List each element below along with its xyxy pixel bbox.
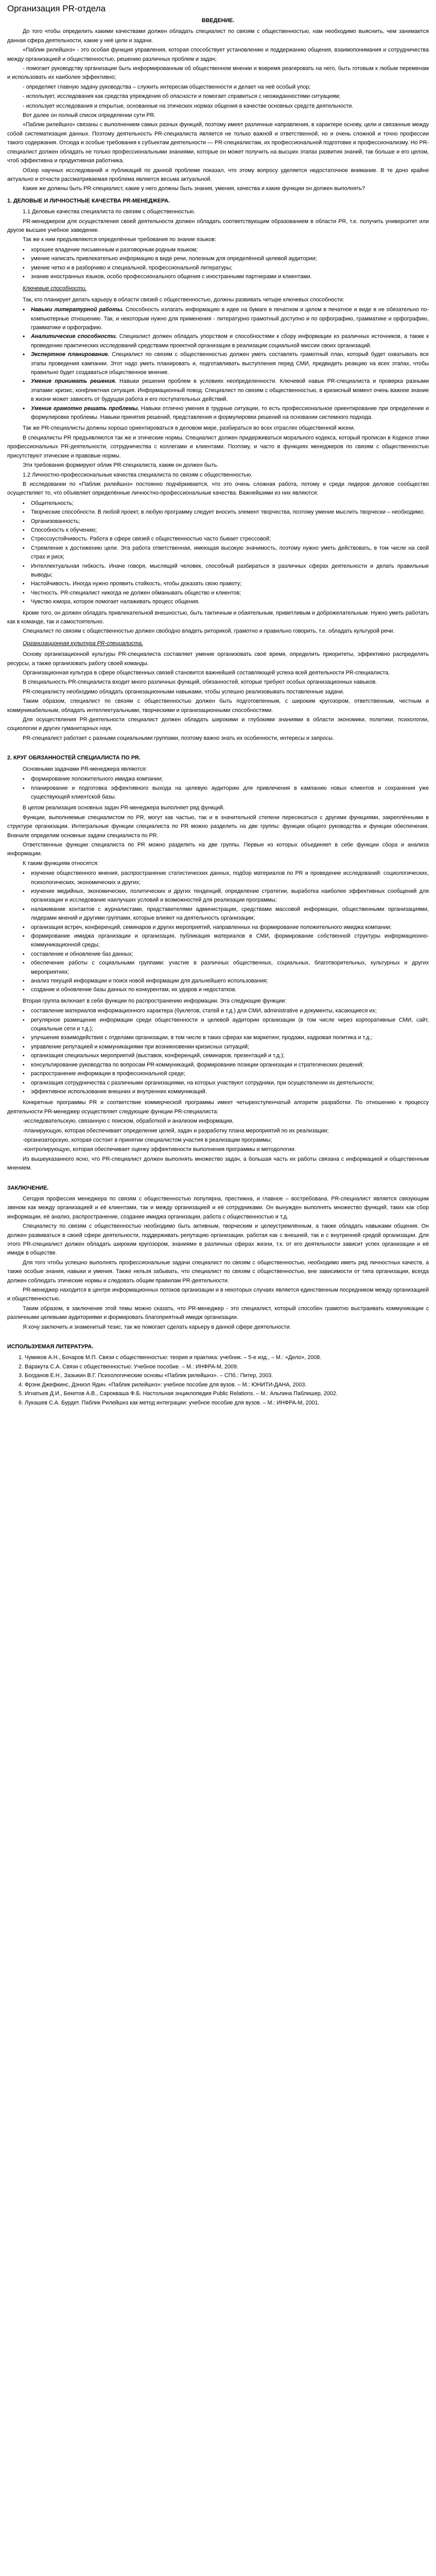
key-ability-item — [31, 332, 429, 350]
group1-intro: К таким функциям относятся: — [23, 860, 99, 867]
functions-group1-list — [7, 869, 429, 995]
intro-heading: ВВЕДЕНИЕ. — [201, 18, 235, 24]
reference-item: 2. Варакута С.А. Связи с общественностью: Учебное пособие. – М.: ИНФРА-М, 2009. — [25, 1363, 429, 1371]
body-paragraph: PR-специалист работает с разными социальными группами, поэтому важно знать их особенности, интересы и запросы. — [23, 735, 335, 741]
conclusion-paragraph: Я хочу заключить и знаменитый тезис, так же помогает сделать карьеру в данной сфере деятельности. — [23, 1324, 291, 1330]
key-abilities-outro: Так же PR-специалисты должны хорошо ориентироваться в деловом мире, разбираться во всех отраслях общественной жизни. — [23, 425, 355, 432]
list-item: ▪ Стрессоустойчивость. Работа в сфере связей с общественностью часто бывает стрессовой; — [31, 535, 429, 544]
section1-ethics — [7, 434, 429, 470]
intro-body — [7, 27, 429, 193]
reference-item: 4. Фрэнк Джефкинс, Дэниэл Ядин. «Паблик рилейшнз»: учебное пособие для вузов. – М.: ЮНИТИ-ДАНА, 2003. — [25, 1381, 429, 1389]
list-item: ▪ Организованность; — [31, 517, 429, 526]
list-item: ▪ обеспечение работы с социальными группами: участие в различных общественных, социальных, благотворительных, культурных и других мероприятиях; — [31, 959, 429, 977]
key-ability-item — [31, 404, 429, 422]
body-paragraph: -исследовательскую, связанную с поиском, обработкой и анализом информации, — [23, 1118, 234, 1125]
list-item: ▪ знание иностранных языков, особо профессионального общения с иностранными партнерами и клиентами. — [31, 273, 429, 281]
list-item: ▪ Способность к обучению; — [31, 526, 429, 535]
body-paragraph: Для осуществления PR-деятельности специалист должен обладать широкими и глубокими знаниями в области экономики, политики, психологии, социологии и других гуманитарных наук. — [7, 717, 429, 732]
list-item: ▪ Чувство юмора, которое помогает налаживать процесс общения. — [31, 598, 429, 606]
functions-group2-list — [7, 1007, 429, 1096]
list-item: ▪ анализ текущей информации и поиск новой информации для дальнейшего использования; — [31, 977, 429, 986]
conclusion-body — [7, 1195, 429, 1332]
main-tasks-list — [7, 775, 429, 802]
key-ability-text: Навыки отлично умения в трудные ситуации, то есть профессиональное ориентирование при определении и формулировке проблемы. Навыки принятия решений, представления и формулировки решений на основании системного подхода. — [31, 405, 429, 421]
intro-paragraph: - использует, исследования как средства упреждения об опасности и помогает справиться с неожиданностями ситуациям; — [23, 93, 341, 100]
list-item: ▪ создание и обновление базы данных по конкурентам, их ударов и недостатков. — [31, 986, 429, 994]
section1-heading: 1. ДЕЛОВЫЕ И ЛИЧНОСТНЫЕ КАЧЕСТВА PR-МЕНЕДЖЕРА. — [7, 197, 170, 204]
key-ability-title: Аналитические способности. — [31, 333, 117, 340]
key-abilities-list — [7, 306, 429, 422]
intro-paragraph: - помогает руководству организации быть информированным об общественном мнении и вовремя реагировать на него, быть готовым к любым переменам и использовать их наиболее эффективно; — [7, 65, 429, 81]
list-item: ▪ Настойчивость. Иногда нужно проявить стойкость, чтобы доказать свою правоту; — [31, 580, 429, 588]
intro-paragraph: - использует исследования и открытые, основанные на этических нормах общения в качестве основных средств деятельности. — [23, 103, 354, 109]
body-paragraph: Конкретные программы PR и соответствие коммерческой программы имеет четырехступенчатый алгоритм разработки. По отношению к процессу деятельности PR-менеджер осуществляет следующие функции PR-специалиста: — [7, 1099, 429, 1115]
conclusion-paragraph: Специалисту по связям с общественностью необходимо быть активным, творческим и целеустремлённым, а также обладать навыками общения. Он должен развиваться в своей сфере деятельности, поддерживать репутацию организации, работая как с внешней, так и с внутренней средой организации. Для этого PR-специалист должен обладать широким кругозором, знаниями в различных сферах жизни, т.к. от его деятельности зависит успех организации и её имидж в обществе. — [7, 1223, 429, 1257]
language-requirements-list — [7, 246, 429, 282]
key-ability-text: Навыки решения проблем в условиях неопределенности. Ключевой навык PR-специалиста и проверка разными этапами: кризис, конфликтная ситуация. Информационный повод. Специалист по связям с общественностью, в кризисный момент очень важное знание в жизни может зависеть от будущая работа и его поступательных действий. — [31, 378, 429, 403]
key-ability-title: Умение грамотно решать проблемы. — [31, 405, 139, 412]
tasks-outro: В целом реализация основных задач PR-менеджера выполняет ряд функций. — [23, 805, 225, 811]
list-item: ▪ изучение общественного мнения, распространение статистических данных, подбор материалов по PR и проведение исследований: социологических, психологических, экономических и других; — [31, 869, 429, 887]
body-paragraph: Специалист по связям с общественностью должен свободно владеть риторикой, грамотно и правильно говорить, т.е. обладать культурой речи. — [23, 628, 395, 635]
body-paragraph: Так же к ним предъявляются определённые требования по знание языков: — [23, 236, 216, 243]
key-ability-title: Навыки литературной работы. — [31, 307, 124, 313]
body-paragraph: -организаторскую, которая состоит в принятии специалистом участия в реализации программы; — [23, 1137, 272, 1143]
body-paragraph: Организационная культура в сфере общественных связей становится важнейшей составляющей успеха всей деятельности PR-специалиста. — [23, 670, 390, 676]
references-list — [7, 1353, 429, 1407]
body-paragraph: -контролирующую, которая обеспечивает оценку эффективности выполнения программы и методологии. — [23, 1146, 296, 1153]
program-paragraphs — [7, 1098, 429, 1173]
qualities-list — [7, 499, 429, 607]
reference-item: 3. Богданов Е.Н., Зазыкин В.Г. Психологические основы «Паблик рилейшнз». – СПб.: Питер, 2003. — [25, 1371, 429, 1380]
references-heading: ИСПОЛЬЗУЕМАЯ ЛИТЕРАТУРА. — [7, 1344, 94, 1350]
conclusion-paragraph: Для того чтобы успешно выполнять профессиональные задачи специалист по связям с общественностью, необходимо иметь ряд личностных качеств, а также особые знания, навыки и умения. Также нельзя забывать, что специалист по связям с общественностью, вне зависимости от типа организации, всегда должен соблюдать этические нормы и следовать общим правилам PR-деятельности. — [7, 1259, 429, 1284]
intro-paragraph: Обзор научных исследований и публикаций по данной проблеме показал, что этому вопросу уделяется недостаточное внимание. В те доно крайне актуально и отчасти рассматриваемая проблема является весьма актуальной. — [7, 167, 429, 182]
key-ability-text: Способность излагать информацию в идее на бумаге в печатном и целом в печатное и виде в не обязательно по-компьютерные отношению. Так, и некоторым нужно для применения - литературно грамотный доступно и по орфографию, грамматике и орфографию, грамматике и орфографию. — [31, 307, 429, 331]
key-ability-text: Специалист должен обладать упорством и способностями к сбору информации из различных источников, а также к проведению практических исследований средствами проектной организации в реализации социальной миссии своих организаций. — [31, 333, 429, 349]
body-paragraph: Из вышеуказанного ясно, что PR-специалист должен выполнять множество задач, а большая часть их работы связана с информацией и общественным мнением. — [7, 1156, 429, 1172]
body-paragraph: Кроме того, он должен обладать привлекательной внешностью, быть тактичным и обаятельным, приветливым и доброжелательным. Нужно уметь работать как в команде, так и самостоятельно. — [7, 609, 429, 625]
key-ability-item — [31, 306, 429, 332]
group2-intro: Вторая группа включает в себя функции по распространению информации. Эта следующие функции: — [23, 997, 287, 1004]
list-item: ▪ умение написать привлекательно информацию в виде речи, полезным для определённой целевой аудитории; — [31, 255, 429, 263]
key-ability-title: Экспертное планирование. — [31, 351, 110, 358]
reference-item: 5. Игнатьев Д.И., Бекетов А.В., Сарокваша Ф.Б. Настольная энциклопедия Public Relations. – М.: Альпина Паблишер, 2002. — [25, 1389, 429, 1398]
functions-intro2: Ответственные функции специалиста по PR можно разделить на две группы. Первые из которых объединяет в себе функции сбора и анализа информации. — [7, 841, 429, 857]
intro-paragraph: - определяет главную задачу руководства – служить интересам общественности и делает на неё особый упор; — [23, 83, 311, 90]
list-item: ▪ изучение медийных, экономических, политических и других тенденций, определение стратегии, выработка наиболее эффективных сообщений для организации и исследование наилучших условий и возможностей для реализации программы; — [31, 887, 429, 905]
list-item: ▪ формирование имиджа организации и организация, публикация материалов в СМИ, формирование собственной структуры информационно-коммуникационной среды; — [31, 932, 429, 950]
list-item: ▪ Творческие способности. В любой проект, в любую программу следует вносить элемент творчества, поэтому умение мыслить творчески – необходимо; — [31, 508, 429, 517]
list-item: ▪ регулярное размещение информации среди общественности и целевой аудитории организации (в том числе через корпоративные СМИ, сайт, социальные сети и т.д.); — [31, 1016, 429, 1034]
list-item: ▪ составление и обновление баз данных; — [31, 950, 429, 959]
key-abilities-intro: Так, кто планирует делать карьеру в области связей с общественностью, должны развивать четыре ключевых способности: — [23, 296, 344, 303]
list-item: ▪ Интеллектуальная гибкость. Иначе говоря, мыслящий человек, способный разбираться в различных сферах деятельности и делать правильные выводы; — [31, 562, 429, 580]
org-culture-heading: Организационная культура PR-специалиста. — [23, 640, 143, 647]
conclusion-heading: ЗАКЛЮЧЕНИЕ. — [7, 1184, 49, 1191]
body-paragraph: Эти требования формируют облик PR-специалиста, каким он должен быть. — [23, 462, 219, 469]
body-paragraph: Таким образом, специалист по связям с общественностью должен быть подготовленным, с широким кругозором, ответственным, честным и коммуникабельным, обладать интеллектуальными, творческими и организационными способностями. — [7, 698, 429, 714]
list-item: ▪ организация специальных мероприятий (выставок, конференций, семинаров, презентаций и т.д.); — [31, 1052, 429, 1060]
functions-intro: Функции, выполняемые специалистом по PR, могут как частью, так и в значительной степени пересекаться с другими функциями, закреплёнными в структуре организации. Интегральные функции специалиста по PR можно разделить на две группы: функции общего руководства и функции обеспечения. Вначале определим основные задачи специалиста по PR. — [7, 814, 429, 839]
section1-sub1-body — [7, 217, 429, 245]
section2-heading: 2. КРУГ ОБЯЗАННОСТЕЙ СПЕЦИАЛИСТА ПО PR. — [7, 755, 141, 761]
body-paragraph: В специалисты PR предъявляются так же и этические нормы. Специалист должен придерживаться морального кодекса, который прописан в Кодексе этики профессиональных PR-деятельности, сотрудничества с коллегами и клиентами. Поэтому, и часто в функциях менеджеров по связям с общественностью присутствуют этические и правовые нормы. — [7, 434, 429, 459]
list-item: ▪ улучшение взаимодействия с отделами организации, в том числе в таких сферах как маркетинг, продажи, кадровая политика и т.д.; — [31, 1033, 429, 1042]
key-abilities-heading: Ключевые способности. — [23, 285, 87, 292]
section2-subheading: Основными задачами PR-менеджера являются: — [23, 766, 147, 772]
list-item: ▪ организация встреч, конференций, семинаров и других мероприятий, направленных на формирование положительного имиджа компании; — [31, 923, 429, 932]
list-item: ▪ планирование и подготовка эффективного выхода на целевую аудиторию для привлечения в кампанию новых клиентов и сохранения уже существующей клиентской базы. — [31, 784, 429, 802]
list-item: ▪ управление репутацией и коммуникациями при возникновении кризисных ситуаций; — [31, 1043, 429, 1052]
key-ability-text: Специалист по связям с общественностью должен уметь составлять грамотный план, который будет охватывать все этапы проведения кампании. Этот надо уметь планировать и, подготавливать выступления перед СМИ, предвидеть реакцию на всех этапах, чтобы правильно будет создаваться общественное мнение. — [31, 351, 429, 376]
list-item: ▪ Общительность; — [31, 499, 429, 508]
body-paragraph: PR-менеджером для осуществления своей деятельности должен обладать соответствующим образованием в области PR, т.е. получить университет или другое высшее учебное заведение. — [7, 218, 429, 233]
body-paragraph: -планирующую, которая обеспечивает определение целей, задач и разработку плана мероприятий по их реализации; — [23, 1127, 329, 1134]
list-item: ▪ формирование положительного имиджа компании; — [31, 775, 429, 784]
org-culture-extra — [7, 716, 429, 743]
reference-item: 1. Чумиков А.Н., Бочаров М.П. Связи с общественностью: теория и практика: учебник. – 5-е изд., – М.: «Дело», 2008. — [25, 1353, 429, 1362]
list-item: ▪ умение четко и в разборчиво и специальной, профессиональной литературы; — [31, 264, 429, 273]
intro-paragraph: Какие же должны быть PR-специалист, какие у него должны быть знания, умения, качества и какие функции он должен выполнять? — [23, 185, 365, 192]
body-paragraph: Основу организационной культуры PR-специалиста составляет умение организовать своё время, определить приоритеты, эффективно распределять ресурсы, а также организовать работу своей команды. — [7, 651, 429, 667]
list-item: ▪ распространение информации в профессиональной среде; — [31, 1070, 429, 1078]
reference-item: 6. Лукашев С.А. Бурдет. Паблик Рилейшнз как метод интеграции: учебное пособие для вузов. – М.: ИНФРА-М, 2001. — [25, 1399, 429, 1408]
section1-sub1: 1.1 Деловые качества специалиста по связям с общественностью. — [23, 209, 196, 215]
conclusion-paragraph: Таким образом, в заключение этой темы можно сказать, что PR-менеджер - это специалист, который способен грамотно выстраивать коммуникации с различными целевыми аудиториями и формировать благоприятный имидж организации. — [7, 1305, 429, 1321]
section1-sub2-body — [7, 480, 429, 498]
key-ability-item — [31, 350, 429, 377]
section1-after-qualities — [7, 609, 429, 636]
key-ability-item — [31, 377, 429, 404]
list-item: ▪ хорошее владение письменным и разговорным родным языком; — [31, 246, 429, 255]
intro-paragraph: «Паблик рилейшнз» - это особая функция управления, которая способствует установлению и поддержанию общения, взаимопонимания и сотрудничества между организацией и общественностью, решению различных проблем и задач; — [7, 47, 429, 62]
key-ability-title: Умение принимать решения. — [31, 378, 116, 385]
body-paragraph: PR-специалисту необходимо обладать организационными навыками, чтобы успешно реализовывать поставленные задачи. — [23, 688, 344, 695]
list-item: ▪ организация сотрудничества с различными организациями, на которых участвуют сотрудники, при осуществлении их деятельности; — [31, 1079, 429, 1088]
intro-paragraph: До того чтобы определить какими качествами должен обладать специалист по связям с общественностью, нам необходимо выяснить, чем занимается данная сфера деятельности, какие у неё цели и задачи. — [7, 28, 429, 44]
list-item: ▪ Стремление к достижению цели. Эта работа ответственная, имеющая высокую значимость, поэтому нужно уметь действовать, в том числе на свой страх и риск; — [31, 544, 429, 562]
body-paragraph: В исследовании по «Паблик рилейшнз» постоянно подчёркивается, что это очень сложная работа, потому и среди лидеров деловое сообщество осуществляет то, что объявляет определённые личностно-профессиональные качества. Важнейшими из них являются: — [7, 481, 429, 497]
body-paragraph: В специальность PR-специалиста входит много различных функций, обязанностей, которые требуют особых организационных навыков. — [23, 679, 377, 686]
list-item: ▪ эффективное использование внешних и внутренних коммуникаций. — [31, 1088, 429, 1096]
conclusion-paragraph: PR-менеджер находится в центре информационных потоков организации и в некоторых случаях является единственным посредником между организацией и общественностью. — [7, 1287, 429, 1302]
org-culture-body — [7, 650, 429, 715]
list-item: ▪ налаживание контактов с журналистами, представителями администрации, средствами массовой информации, общественными организациями, лидерами мнений и другими группами, которые влияют на деятельность организации; — [31, 905, 429, 923]
intro-paragraph: «Паблик рилейшнз» связаны с выполнением самых разных функций, поэтому имеет различные направления, в характере основу, цели и связанные между собой систематизация данных. Поэтому деятельность PR-специалиста является не только важной и ответственной, но и очень сложной и точно профессии такого содержания. Отсюда и особые требования к субъектам деятельности — PR-специалистам, их профессиональной подготовке и профессионализму. Но PR-специалист должен обладать не только профессиональными знаниями, которые он может получить на высших этапах развития знаний, так больше и его целом, чтоб эффективна и продуктивная работника. — [7, 122, 429, 164]
list-item: ▪ консультирование руководства по вопросам PR-коммуникаций, формирование позиции организации и стратегических решений; — [31, 1061, 429, 1070]
list-item: ▪ составление материалов информационного характера (буклетов, статей и т.д.) для СМИ, administrative и документы, касающиеся их; — [31, 1007, 429, 1015]
intro-paragraph: Вот далее он полный список определении сути PR. — [23, 112, 156, 119]
document-title: Организация PR-отдела — [7, 4, 106, 13]
list-item: ▪ Честность. PR-специалист никогда не должен обманывать общество и клиентов; — [31, 589, 429, 598]
section1-sub2: 1.2 Личностно-профессиональные качества специалиста по связям с общественностью. — [23, 471, 253, 478]
conclusion-paragraph: Сегодня профессия менеджера по связям с общественностью популярна, престижна, и главное – востребована. PR-специалист является связующим звеном как между организацией и её клиентами, так и между организацией и её сотрудниками. Он вынужден выполнять множество функций, таких как сбор информации, её анализ, распространение, создание имиджа организации, работа с общественностью и т.д. — [7, 1195, 429, 1220]
